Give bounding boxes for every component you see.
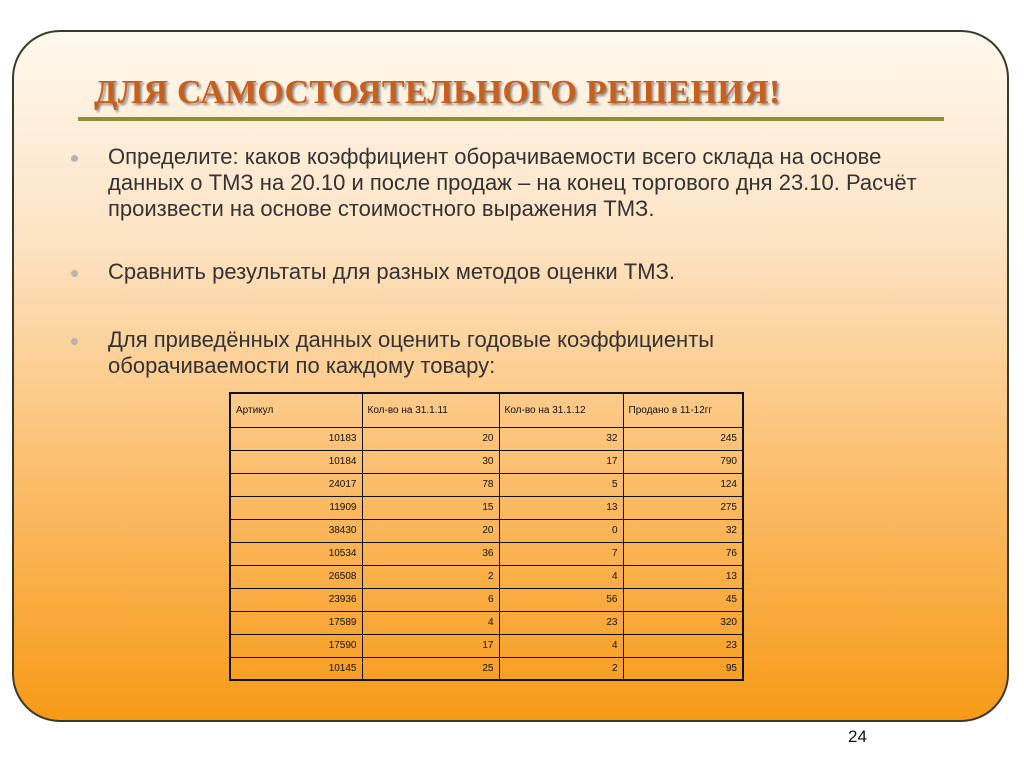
cell-qty-2012: 2 (499, 657, 623, 680)
bullet-dot-icon (71, 270, 78, 277)
table-row (230, 634, 743, 657)
cell-article: 23936 (230, 588, 362, 611)
column-header-sold: Продано в 11-12гг (623, 393, 743, 427)
table-row (230, 657, 743, 680)
cell-qty-2011: 78 (362, 473, 499, 496)
cell-qty-2012: 32 (499, 427, 623, 450)
cell-qty-2011: 4 (362, 611, 499, 634)
table-header-row (230, 393, 743, 427)
cell-article: 10145 (230, 657, 362, 680)
table-row (230, 473, 743, 496)
table-row (230, 611, 743, 634)
cell-sold: 275 (623, 496, 743, 519)
bullet-compare: Сравнить результаты для разных методов оценки ТМЗ. (108, 259, 675, 284)
cell-qty-2012: 17 (499, 450, 623, 473)
slide-title: ДЛЯ САМОСТОЯТЕЛЬНОГО РЕШЕНИЯ! (94, 74, 781, 111)
cell-sold: 32 (623, 519, 743, 542)
cell-qty-2012: 23 (499, 611, 623, 634)
table-row (230, 427, 743, 450)
cell-qty-2011: 15 (362, 496, 499, 519)
title-underline (78, 117, 944, 121)
cell-sold: 76 (623, 542, 743, 565)
column-header-qty-2012: Кол-во на 31.1.12 (499, 393, 623, 427)
cell-article: 38430 (230, 519, 362, 542)
cell-article: 24017 (230, 473, 362, 496)
cell-sold: 320 (623, 611, 743, 634)
cell-qty-2011: 36 (362, 542, 499, 565)
cell-article: 26508 (230, 565, 362, 588)
cell-sold: 45 (623, 588, 743, 611)
cell-qty-2012: 4 (499, 634, 623, 657)
cell-sold: 790 (623, 450, 743, 473)
cell-qty-2011: 2 (362, 565, 499, 588)
cell-qty-2012: 13 (499, 496, 623, 519)
column-header-article: Артикул (230, 393, 362, 427)
cell-qty-2012: 5 (499, 473, 623, 496)
cell-article: 17589 (230, 611, 362, 634)
inventory-table (229, 392, 744, 681)
column-header-qty-2011: Кол-во на 31.1.11 (362, 393, 499, 427)
cell-qty-2011: 30 (362, 450, 499, 473)
cell-qty-2011: 6 (362, 588, 499, 611)
cell-article: 17590 (230, 634, 362, 657)
cell-sold: 245 (623, 427, 743, 450)
table-row (230, 542, 743, 565)
table-row (230, 588, 743, 611)
cell-article: 10534 (230, 542, 362, 565)
table-row (230, 565, 743, 588)
cell-qty-2011: 25 (362, 657, 499, 680)
page-number: 24 (848, 727, 867, 746)
cell-qty-2012: 4 (499, 565, 623, 588)
table-row (230, 496, 743, 519)
bullet-determine: Определите: каков коэффициент оборачиваемости всего склада на основе данных о ТМЗ на 20.10 и после продаж – на конец торгового дня 23.10. Расчёт произвести на основе стоимостного выражения ТМЗ. (108, 144, 917, 221)
cell-article: 10184 (230, 450, 362, 473)
bullet-dot-icon (71, 338, 78, 345)
table-row (230, 450, 743, 473)
bullet-estimate: Для приведённых данных оценить годовые коэффициенты оборачиваемости по каждому товару: (108, 327, 715, 378)
cell-article: 10183 (230, 427, 362, 450)
table-row (230, 519, 743, 542)
cell-qty-2012: 7 (499, 542, 623, 565)
cell-sold: 13 (623, 565, 743, 588)
cell-sold: 23 (623, 634, 743, 657)
cell-qty-2012: 56 (499, 588, 623, 611)
cell-article: 11909 (230, 496, 362, 519)
cell-sold: 95 (623, 657, 743, 680)
cell-qty-2011: 17 (362, 634, 499, 657)
cell-qty-2011: 20 (362, 427, 499, 450)
cell-sold: 124 (623, 473, 743, 496)
cell-qty-2012: 0 (499, 519, 623, 542)
bullet-dot-icon (71, 155, 78, 162)
cell-qty-2011: 20 (362, 519, 499, 542)
